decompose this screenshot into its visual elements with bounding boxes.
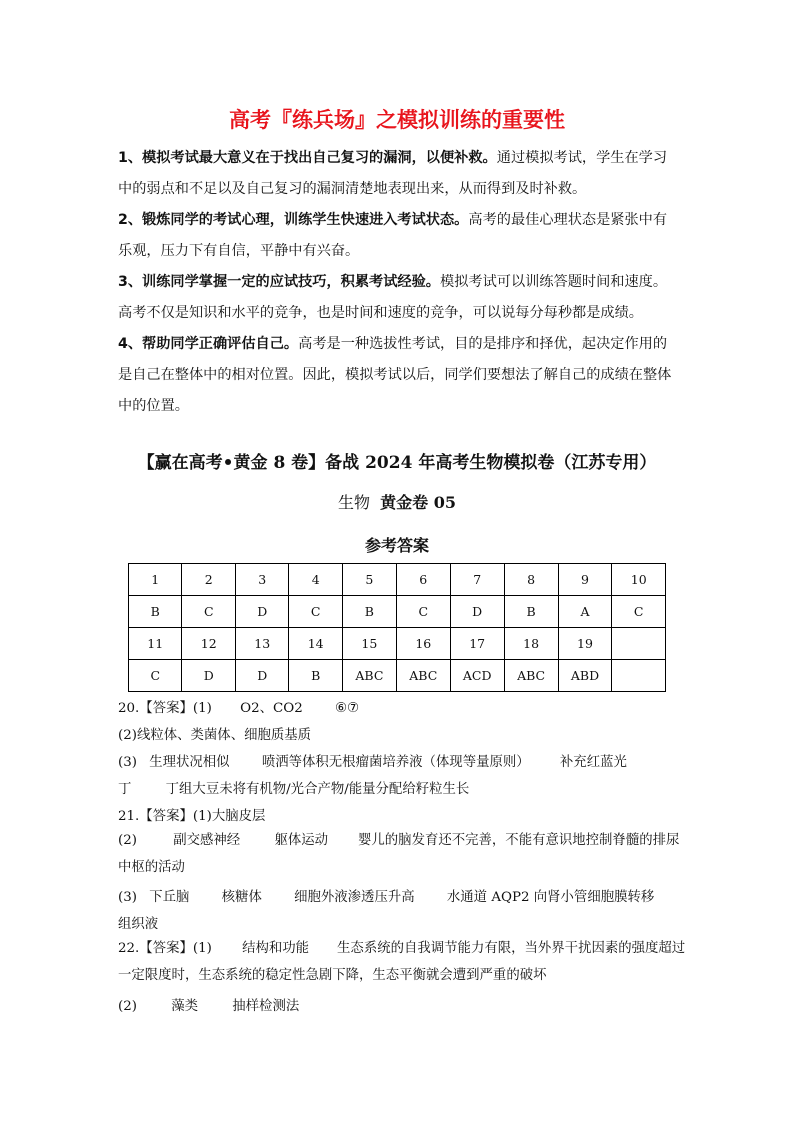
table-cell: ACD — [450, 660, 504, 692]
table-cell: B — [342, 596, 396, 628]
table-cell: 8 — [504, 564, 558, 596]
intro-point-4-text: 高考是一种选拔性考试，目的是排序和择优，起决定作用的是自己在整体中的相对位置。因此，模拟考试以后，同学们要想法了解自己的成绩在整体中的位置。 — [118, 336, 672, 414]
table-cell: 3 — [235, 564, 288, 596]
q21-part3-c: 细胞外液渗透压升高 — [294, 890, 415, 905]
table-cell: 18 — [504, 628, 558, 660]
q21-line-1: 21.【答案】(1)大脑皮层 — [118, 809, 266, 824]
table-cell: D — [235, 660, 288, 692]
page-title: 高考『练兵场』之模拟训练的重要性 — [229, 108, 565, 132]
q21-part2-a: 副交感神经 — [173, 833, 241, 848]
table-cell: 19 — [558, 628, 612, 660]
intro-point-1-heading: 1、模拟考试最大意义在于找出自己复习的漏洞，以便补救。 — [118, 150, 497, 166]
exam-subtitle — [0, 490, 794, 513]
table-cell: ABC — [504, 660, 558, 692]
q22-label: 22.【答案】(1) — [118, 941, 212, 956]
table-cell: 9 — [558, 564, 612, 596]
q22-line-1 — [118, 935, 688, 989]
table-cell — [612, 660, 666, 692]
exam-paper-number: 黄金卷 05 — [380, 493, 457, 512]
q22-part2-label: (2) — [118, 999, 137, 1014]
q21-line-4: 组织液 — [118, 917, 159, 932]
table-cell: 1 — [129, 564, 182, 596]
q20-part4-a: 丁 — [118, 782, 132, 797]
table-row — [129, 660, 666, 692]
intro-point-1-text: 通过模拟考试，学生在学习中的弱点和不足以及自己复习的漏洞清楚地表现出来，从而得到及时补救。 — [118, 150, 668, 197]
intro-point-2-heading: 2、锻炼同学的考试心理，训练学生快速进入考试状态。 — [118, 212, 469, 228]
q21-part3-a: 下丘脑 — [149, 890, 190, 905]
q20-part3-a: 生理状况相似 — [149, 755, 230, 770]
q21-line-3 — [118, 886, 688, 905]
table-cell: D — [235, 596, 288, 628]
answer-table — [128, 563, 666, 692]
table-row — [129, 564, 666, 596]
intro-point-2-text: 高考的最佳心理状态是紧张中有乐观，压力下有自信，平静中有兴奋。 — [118, 212, 668, 259]
table-cell: C — [396, 596, 450, 628]
exam-subject: 生物 — [337, 493, 370, 512]
q22-part2-a: 藻类 — [171, 999, 199, 1014]
intro-paragraph-4 — [118, 329, 678, 422]
table-cell: C — [289, 596, 342, 628]
table-cell: ABC — [342, 660, 396, 692]
q22-part2-b: 抽样检测法 — [232, 999, 300, 1014]
table-cell: B — [129, 596, 182, 628]
q21-part2-label: (2) — [118, 833, 137, 848]
table-cell: 15 — [342, 628, 396, 660]
table-cell: 5 — [342, 564, 396, 596]
q20-line-4 — [118, 778, 688, 797]
table-cell: C — [182, 596, 235, 628]
q21-part3-d: 水通道 AQP2 向肾小管细胞膜转移 — [446, 890, 655, 905]
table-cell: B — [289, 660, 342, 692]
q21-part3-label: (3) — [118, 890, 137, 905]
intro-point-3-heading: 3、训练同学掌握一定的应试技巧，积累考试经验。 — [118, 274, 440, 290]
table-cell: 7 — [450, 564, 504, 596]
q22-answer-b: 生态系统的自我调节能力有限，当外界干扰因素的强度超过一定限度时，生态系统的稳定性急剧下降，生态平衡就会遭到严重的破坏 — [118, 941, 686, 983]
table-cell — [612, 628, 666, 660]
q22-answer-a: 结构和功能 — [242, 941, 310, 956]
table-cell: 13 — [235, 628, 288, 660]
table-cell: 12 — [182, 628, 235, 660]
table-cell: B — [504, 596, 558, 628]
table-cell: C — [129, 660, 182, 692]
q21-part2-b: 躯体运动 — [274, 833, 329, 848]
exam-title: 【赢在高考•黄金 8 卷】备战 2024 年高考生物模拟卷（江苏专用） — [137, 453, 657, 473]
table-cell: A — [558, 596, 612, 628]
table-cell: D — [182, 660, 235, 692]
table-cell: 4 — [289, 564, 342, 596]
table-cell: 17 — [450, 628, 504, 660]
q20-part4-b: 丁组大豆未将有机物/光合产物/能量分配给籽粒生长 — [165, 782, 470, 797]
table-cell: 14 — [289, 628, 342, 660]
table-row — [129, 628, 666, 660]
q20-part3-c: 补充红蓝光 — [559, 755, 627, 770]
q20-answer-b: ⑥⑦ — [335, 701, 360, 716]
table-cell: ABD — [558, 660, 612, 692]
intro-paragraph-1 — [118, 143, 678, 205]
table-row — [129, 596, 666, 628]
q20-line-1 — [118, 697, 688, 716]
table-cell: 16 — [396, 628, 450, 660]
intro-point-3-text: 模拟考试可以训练答题时间和速度。高考不仅是知识和水平的竞争，也是时间和速度的竞争，可以说每分每秒都是成绩。 — [118, 274, 668, 321]
table-cell: 2 — [182, 564, 235, 596]
table-cell: 10 — [612, 564, 666, 596]
q21-part3-b: 核糖体 — [221, 890, 262, 905]
q20-line-2: (2)线粒体、类菌体、细胞质基质 — [118, 728, 312, 743]
q21-part2-c: 婴儿的脑发育还不完善，不能有意识地控制脊髓的排尿中枢的活动 — [118, 833, 680, 875]
answer-heading: 参考答案 — [364, 536, 429, 555]
intro-point-4-heading: 4、帮助同学正确评估自己。 — [118, 336, 299, 352]
q20-label: 20.【答案】(1) — [118, 701, 212, 716]
intro-paragraph-3 — [118, 267, 678, 329]
intro-section — [118, 143, 678, 422]
table-cell: 6 — [396, 564, 450, 596]
q22-line-2 — [118, 995, 688, 1014]
q20-answer-a: O2、CO2 — [240, 701, 303, 716]
table-cell: 11 — [129, 628, 182, 660]
intro-paragraph-2 — [118, 205, 678, 267]
table-cell: ABC — [396, 660, 450, 692]
q20-part3-label: (3) — [118, 755, 137, 770]
q20-part3-b: 喷洒等体积无根瘤菌培养液（体现等量原则） — [261, 755, 530, 770]
q20-line-3 — [118, 751, 688, 770]
table-cell: D — [450, 596, 504, 628]
table-cell: C — [612, 596, 666, 628]
q21-line-2 — [118, 827, 688, 881]
